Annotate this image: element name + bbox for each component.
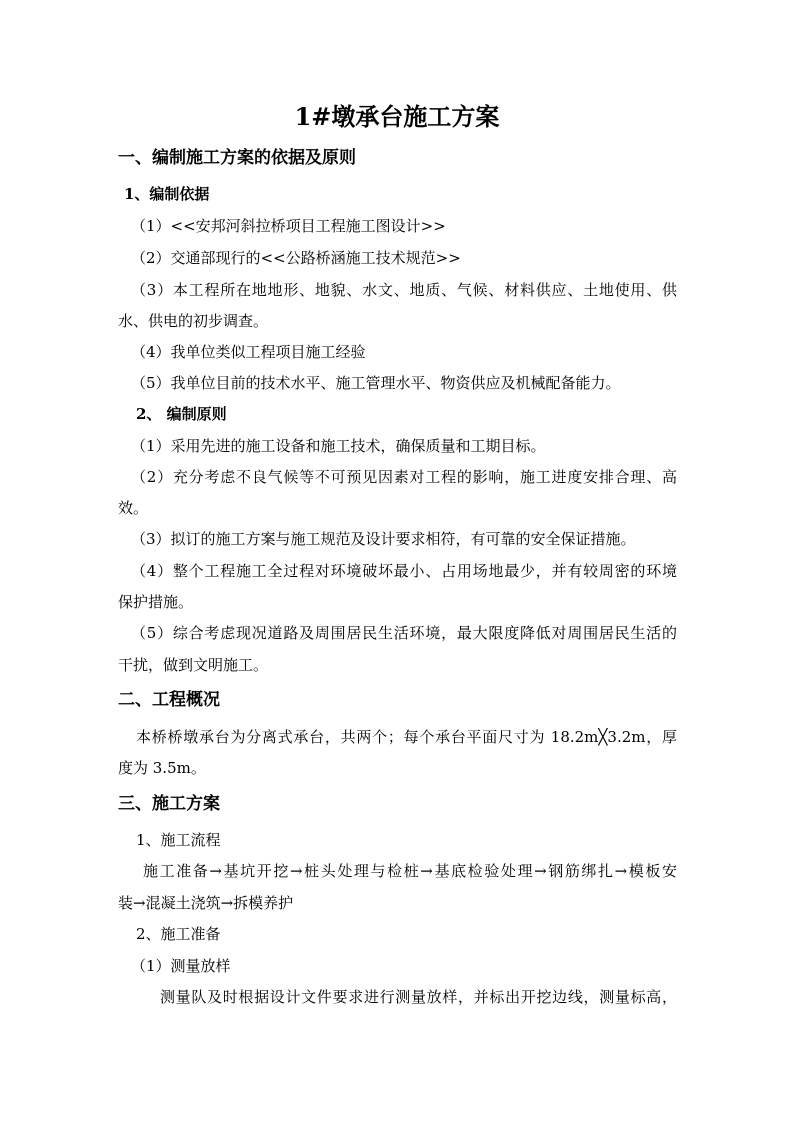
- document-title: 1#墩承台施工方案: [294, 102, 500, 131]
- principle-item-2-line1: （2）充分考虑不良气候等不可预见因素对工程的影响，施工进度安排合理、高: [131, 468, 677, 486]
- principle-item-5-line1: （5）综合考虑现况道路及周围居民生活环境，最大限度降低对周围居民生活的: [131, 624, 677, 642]
- principle-item-1: （1）采用先进的施工设备和施工技术，确保质量和工期目标。: [131, 437, 546, 455]
- overview-line2: 度为 3.5m。: [118, 759, 206, 777]
- flow-line1: 施工准备→基坑开挖→桩头处理与检桩→基底检验处理→钢筋绑扎→模板安: [143, 862, 677, 880]
- flow-line2: 装→混凝土浇筑→拆模养护: [118, 894, 294, 912]
- section-heading-basis: 一、编制施工方案的依据及原则: [118, 148, 356, 168]
- basis-item-3-line1: （3）本工程所在地地形、地貌、水文、地质、气候、材料供应、土地使用、供: [131, 281, 677, 299]
- section-heading-plan: 三、施工方案: [118, 794, 220, 814]
- principle-item-4-line1: （4）整个工程施工全过程对环境破坏最小、占用场地最少，并有较周密的环境: [131, 562, 677, 580]
- preparation-item-1-text: 测量队及时根据设计文件要求进行测量放样，并标出开挖边线，测量标高，: [160, 988, 677, 1006]
- subheading-flow: 1、施工流程: [136, 831, 221, 849]
- basis-item-3-line2: 水、供电的初步调查。: [118, 312, 269, 330]
- basis-item-5: （5）我单位目前的技术水平、施工管理水平、物资供应及机械配备能力。: [131, 374, 621, 392]
- basis-item-1: （1）<<安邦河斜拉桥项目工程施工图设计>>: [131, 217, 446, 235]
- principle-item-4-line2: 保护措施。: [118, 593, 194, 611]
- subheading-preparation: 2、施工准备: [136, 925, 221, 943]
- basis-item-4: （4）我单位类似工程项目施工经验: [131, 343, 366, 361]
- overview-line1: 本桥桥墩承台为分离式承台，共两个；每个承台平面尺寸为 18.2m╳3.2m，厚: [136, 728, 677, 746]
- preparation-item-1: （1）测量放样: [131, 957, 231, 975]
- subheading-basis: 1、编制依据: [124, 185, 210, 203]
- subheading-principles: 2、 编制原则: [136, 405, 227, 423]
- principle-item-5-line2: 干扰，做到文明施工。: [118, 656, 269, 674]
- basis-item-2: （2）交通部现行的<<公路桥涵施工技术规范>>: [131, 249, 461, 267]
- principle-item-3: （3）拟订的施工方案与施工规范及设计要求相符，有可靠的安全保证措施。: [131, 530, 636, 548]
- section-heading-overview: 二、工程概况: [118, 690, 220, 710]
- principle-item-2-line2: 效。: [118, 499, 149, 517]
